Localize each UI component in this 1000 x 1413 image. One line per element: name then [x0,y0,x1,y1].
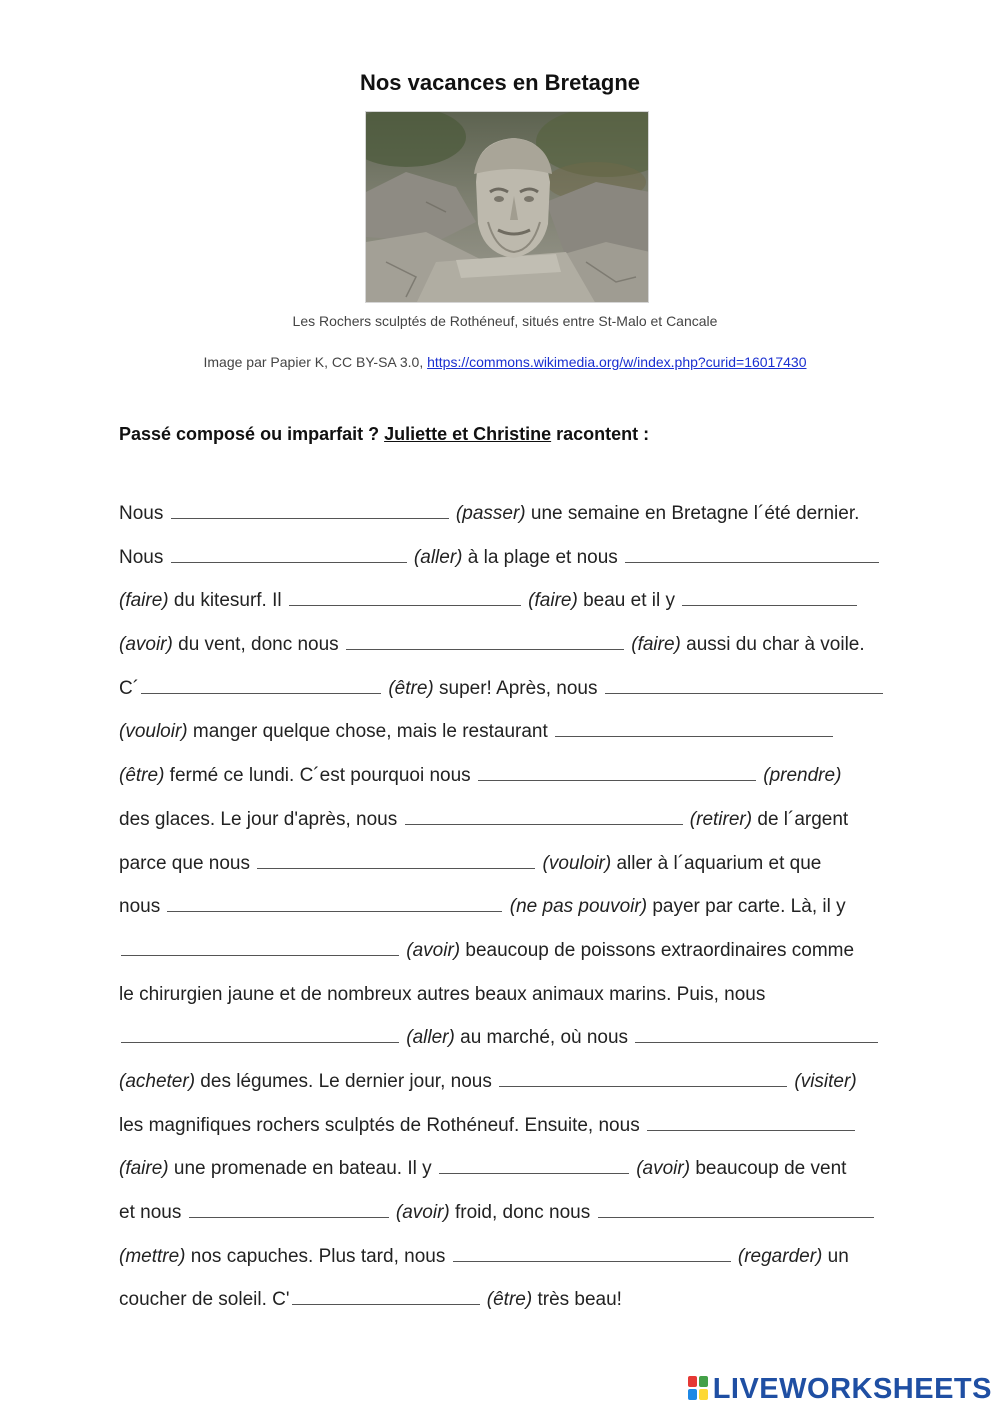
sentence-text: beau et il y [577,590,681,612]
answer-blank[interactable] [171,542,407,563]
sentence-text: un [822,1245,849,1267]
text-line [119,673,894,717]
sentence-text: de l´argent [752,808,849,830]
verb-hint: (regarder) [732,1245,823,1267]
text-line [119,979,894,1023]
text-line [119,1110,894,1154]
verb-hint: (faire) [119,590,169,612]
verb-hint: (faire) [625,634,681,656]
sentence-text: beaucoup de poissons extraordinaires comme [460,939,855,961]
sentence-text: des glaces. Le jour d'après, nous [119,808,403,830]
sentence-text: les magnifiques rochers sculptés de Rothéneuf. Ensuite, nous [119,1114,645,1136]
credit-link[interactable]: https://commons.wikimedia.org/w/index.php?curid=16017430 [427,354,807,370]
answer-blank[interactable] [257,848,535,869]
text-line [119,1022,894,1066]
text-line [119,498,894,542]
sentence-text: aussi du char à voile. [680,634,865,656]
logo-text: LIVEWORKSHEETS [712,1372,992,1405]
verb-hint: (aller) [401,1027,455,1049]
sentence-text: coucher de soleil. C' [119,1289,290,1311]
image-credit [0,354,1000,370]
sentence-text: super! Après, nous [433,677,603,699]
answer-blank[interactable] [555,716,833,737]
sentence-text: beaucoup de vent [690,1158,847,1180]
sentence-text: le chirurgien jaune et de nombreux autres beaux animaux marins. Puis, nous [119,983,766,1005]
answer-blank[interactable] [625,542,879,563]
text-line [119,629,894,673]
verb-hint: (vouloir) [537,852,612,874]
verb-hint: (ne pas pouvoir) [504,896,648,918]
answer-blank[interactable] [121,1022,399,1043]
answer-blank[interactable] [167,891,502,912]
verb-hint: (prendre) [757,765,842,787]
text-line [119,542,894,586]
sentence-text: fermé ce lundi. C´est pourquoi nous [164,765,476,787]
sentence-text: une semaine en Bretagne l´été dernier. [525,503,860,524]
verb-hint: (être) [383,677,434,699]
sentence-text: du vent, donc nous [172,634,344,656]
sentence-text: C´ [119,677,140,699]
answer-blank[interactable] [605,673,883,694]
answer-blank[interactable] [635,1022,878,1043]
instruction-names: Juliette et Christine [384,424,552,444]
verb-hint: (avoir) [401,939,461,961]
text-line [119,1153,894,1197]
sentence-text: nous [119,896,166,918]
verb-hint: (être) [119,765,165,787]
sentence-text: parce que nous [119,852,256,874]
text-line [119,760,894,804]
verb-hint: (aller) [408,546,463,568]
sentence-text: froid, donc nous [449,1202,596,1223]
verb-hint: (retirer) [684,808,753,830]
text-line [119,891,894,935]
sentence-text: manger quelque chose, mais le restaurant [187,721,554,743]
answer-blank[interactable] [499,1066,787,1087]
worksheet-title: Nos vacances en Bretagne [359,70,641,95]
text-line [119,848,894,892]
answer-blank[interactable] [121,935,399,956]
answer-blank[interactable] [141,673,381,694]
photo-caption: Les Rochers sculptés de Rothéneuf, situés entre St-Malo et Cancale [292,313,718,329]
answer-blank[interactable] [189,1197,389,1218]
sentence-text: des légumes. Le dernier jour, nous [195,1070,498,1092]
text-line [119,716,894,760]
exercise-instruction [119,424,899,445]
verb-hint: (faire) [119,1158,169,1180]
sentence-text: à la plage et nous [462,546,624,568]
sentence-text: du kitesurf. Il [168,590,287,612]
sentence-text: au marché, où nous [454,1027,634,1049]
answer-blank[interactable] [289,585,521,606]
text-line [119,1066,894,1110]
sentence-text: nos capuches. Plus tard, nous [185,1245,451,1267]
verb-hint: (acheter) [119,1070,196,1092]
verb-hint: (faire) [522,590,578,612]
verb-hint: (avoir) [390,1202,450,1223]
sentence-text: Nous [119,503,169,524]
text-line [119,935,894,979]
verb-hint: (passer) [450,503,526,524]
answer-blank[interactable] [346,629,624,650]
verb-hint: (vouloir) [119,721,188,743]
text-line [119,585,894,629]
sentence-text: payer par carte. Là, il y [647,896,846,918]
text-line [119,1284,894,1328]
sentence-text: très beau! [532,1289,622,1311]
rocks-sculpture-photo [365,111,649,303]
answer-blank[interactable] [292,1284,480,1305]
instruction-text-end: racontent : [551,424,650,444]
text-line [119,1241,894,1285]
sentence-text: Nous [119,546,169,568]
answer-blank[interactable] [453,1241,731,1262]
sentence-text: une promenade en bateau. Il y [168,1158,437,1180]
text-line [119,1197,894,1241]
answer-blank[interactable] [405,804,683,825]
answer-blank[interactable] [598,1197,874,1218]
sentence-text: aller à l´aquarium et que [611,852,822,874]
verb-hint: (avoir) [630,1158,691,1180]
verb-hint: (mettre) [119,1245,186,1267]
verb-hint: (avoir) [119,634,173,656]
answer-blank[interactable] [171,498,449,519]
verb-hint: (être) [481,1289,533,1311]
exercise-text [119,498,894,1328]
answer-blank[interactable] [478,760,756,781]
sentence-text: et nous [119,1202,187,1223]
liveworksheets-logo [688,1371,992,1407]
answer-blank[interactable] [439,1153,629,1174]
credit-text: Image par Papier K, CC BY-SA 3.0, [203,354,428,370]
verb-hint: (visiter) [789,1070,857,1092]
text-line [119,804,894,848]
answer-blank[interactable] [647,1110,855,1131]
instruction-text: Passé composé ou imparfait ? [119,424,385,444]
answer-blank[interactable] [682,585,857,606]
logo-mark-icon [688,1376,710,1402]
